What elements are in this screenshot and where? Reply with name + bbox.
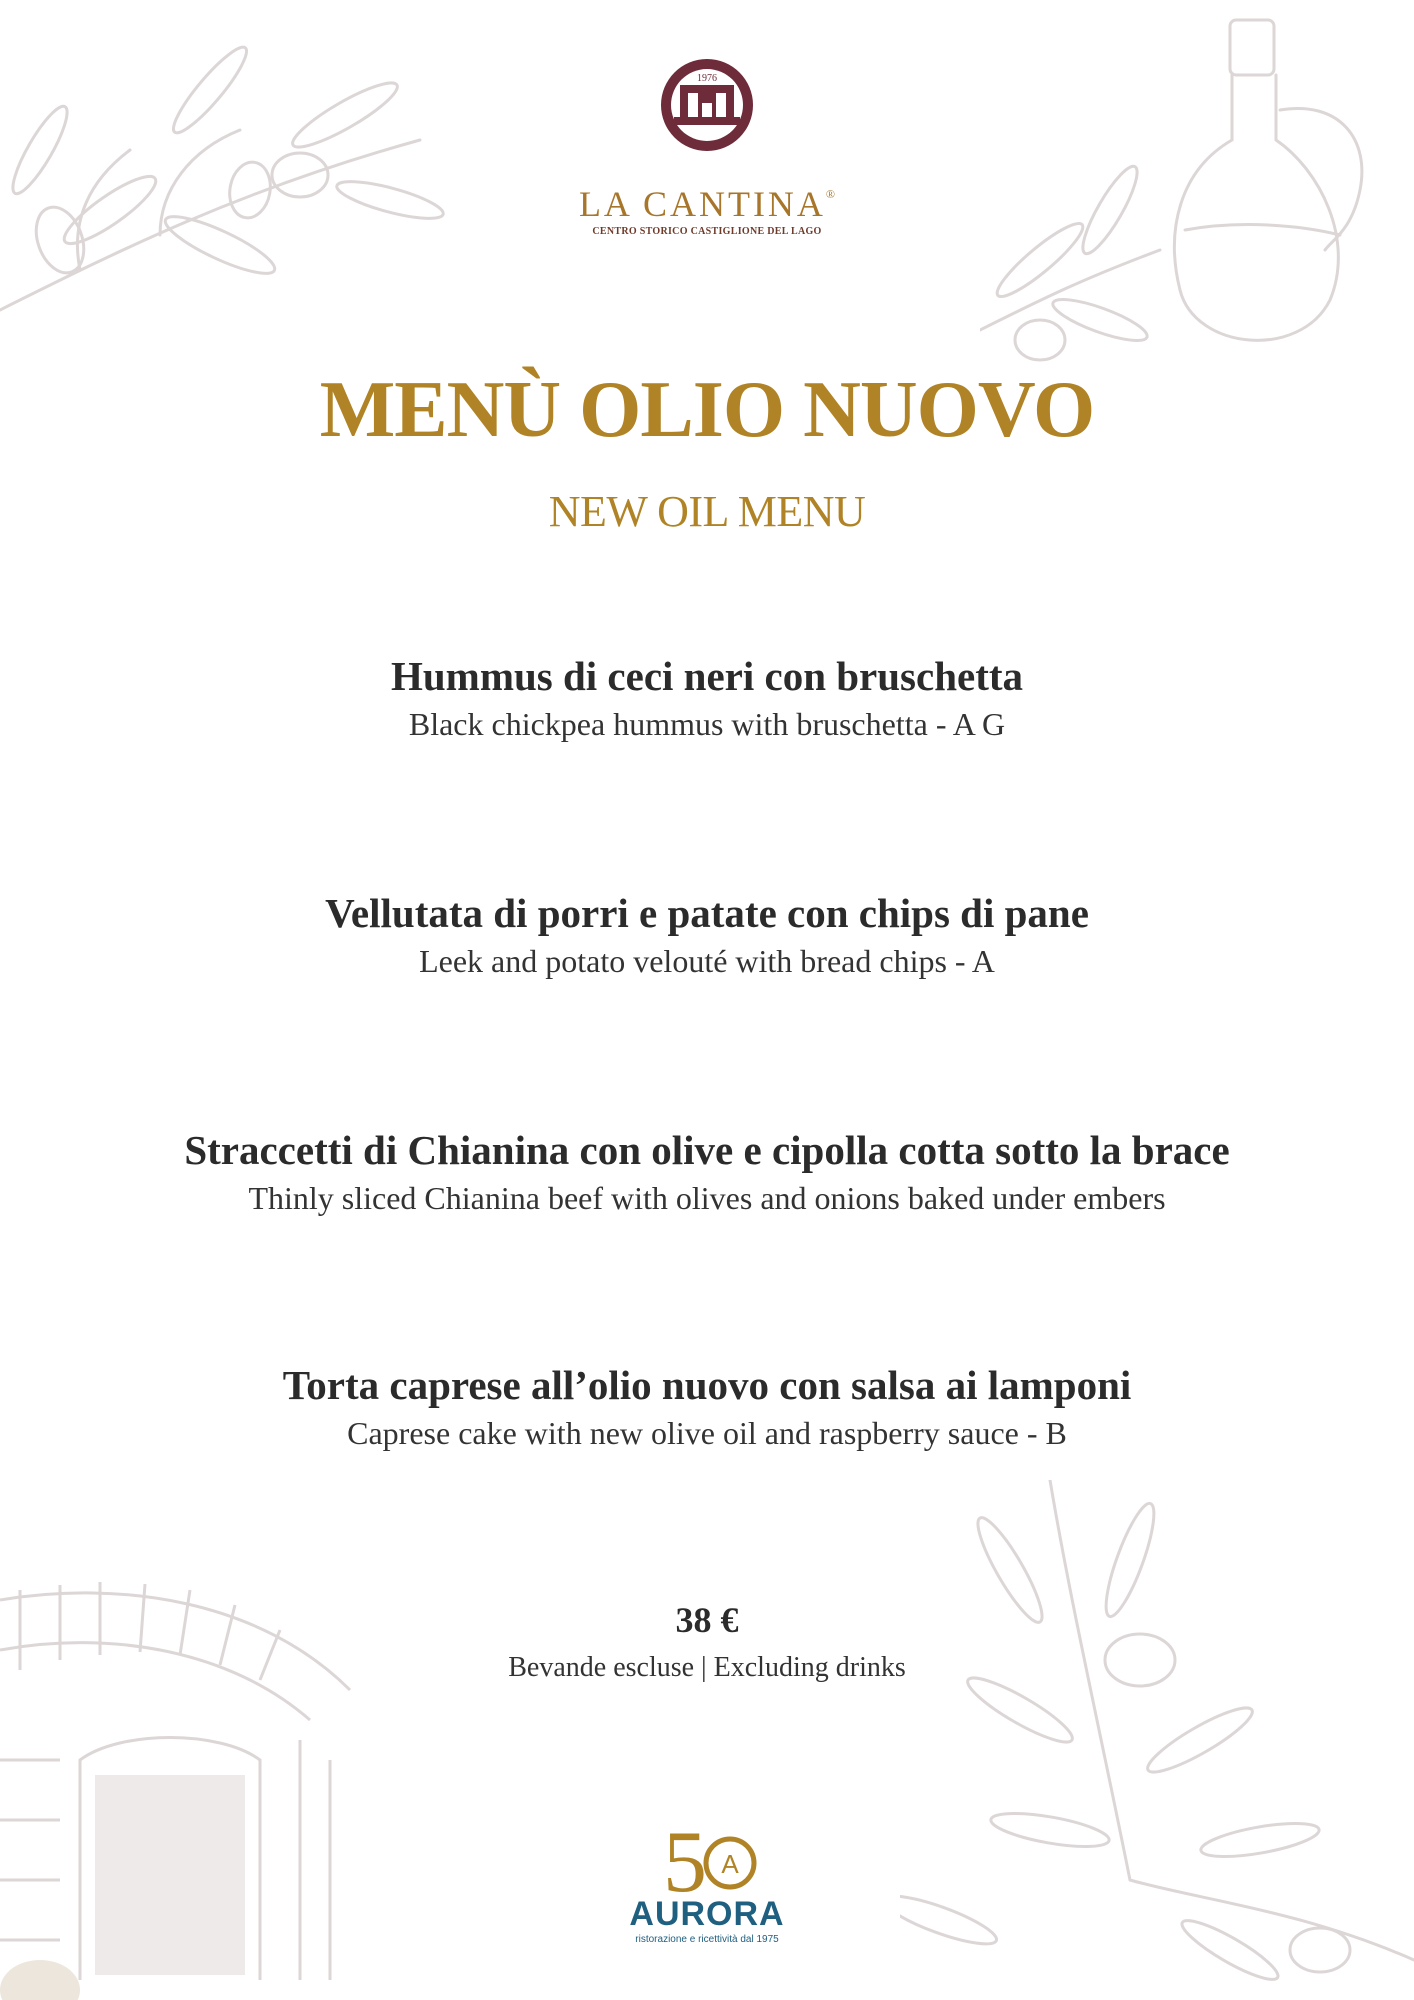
logo-year: 1976 — [697, 73, 717, 84]
aurora-logo — [607, 1815, 807, 1945]
dish-description: Thinly sliced Chianina beef with olives and onions baked under embers — [248, 1180, 1166, 1216]
menu-title: MENÙ OLIO NUOVO — [319, 366, 1095, 454]
dish-name: Hummus di ceci neri con bruschetta — [390, 653, 1024, 699]
menu-subtitle: NEW OIL MENU — [548, 487, 866, 536]
aurora-50-emblem-icon — [607, 1815, 807, 1897]
dish-description: Black chickpea hummus with bruschetta - A G — [408, 706, 1006, 742]
brand-name: LA CANTINA — [578, 184, 826, 224]
registered-mark: ® — [825, 187, 836, 201]
dish-description: Leek and potato velouté with bread chips - A — [419, 943, 995, 979]
dish-1 — [0, 651, 1414, 745]
anniversary-number: 5 — [663, 1815, 707, 1897]
la-cantina-logo — [0, 55, 1414, 237]
price-note: Bevande escluse | Excluding drinks — [508, 1652, 906, 1683]
dish-name: Straccetti di Chianina con olive e cipolla cotta sotto la brace — [184, 1127, 1230, 1173]
aurora-brand-subtitle: ristorazione e ricettività dal 1975 — [635, 1934, 779, 1945]
la-cantina-emblem-icon — [652, 55, 762, 165]
dish-description: Caprese cake with new olive oil and raspberry sauce - B — [347, 1415, 1067, 1451]
aurora-brand-name: AURORA — [629, 1895, 785, 1933]
dish-name: Vellutata di porri e patate con chips di pane — [325, 890, 1089, 936]
brand-subtitle: CENTRO STORICO CASTIGLIONE DEL LAGO — [592, 226, 822, 237]
dish-name: Torta caprese all’olio nuovo con salsa ai lamponi — [282, 1362, 1132, 1408]
dish-4 — [0, 1360, 1414, 1454]
dish-2 — [0, 888, 1414, 982]
menu-price: 38 € — [675, 1600, 739, 1640]
anniversary-letter: A — [721, 1849, 739, 1879]
olive-branch-illustration-bottom-right — [900, 1480, 1414, 2000]
dish-3 — [0, 1125, 1414, 1219]
